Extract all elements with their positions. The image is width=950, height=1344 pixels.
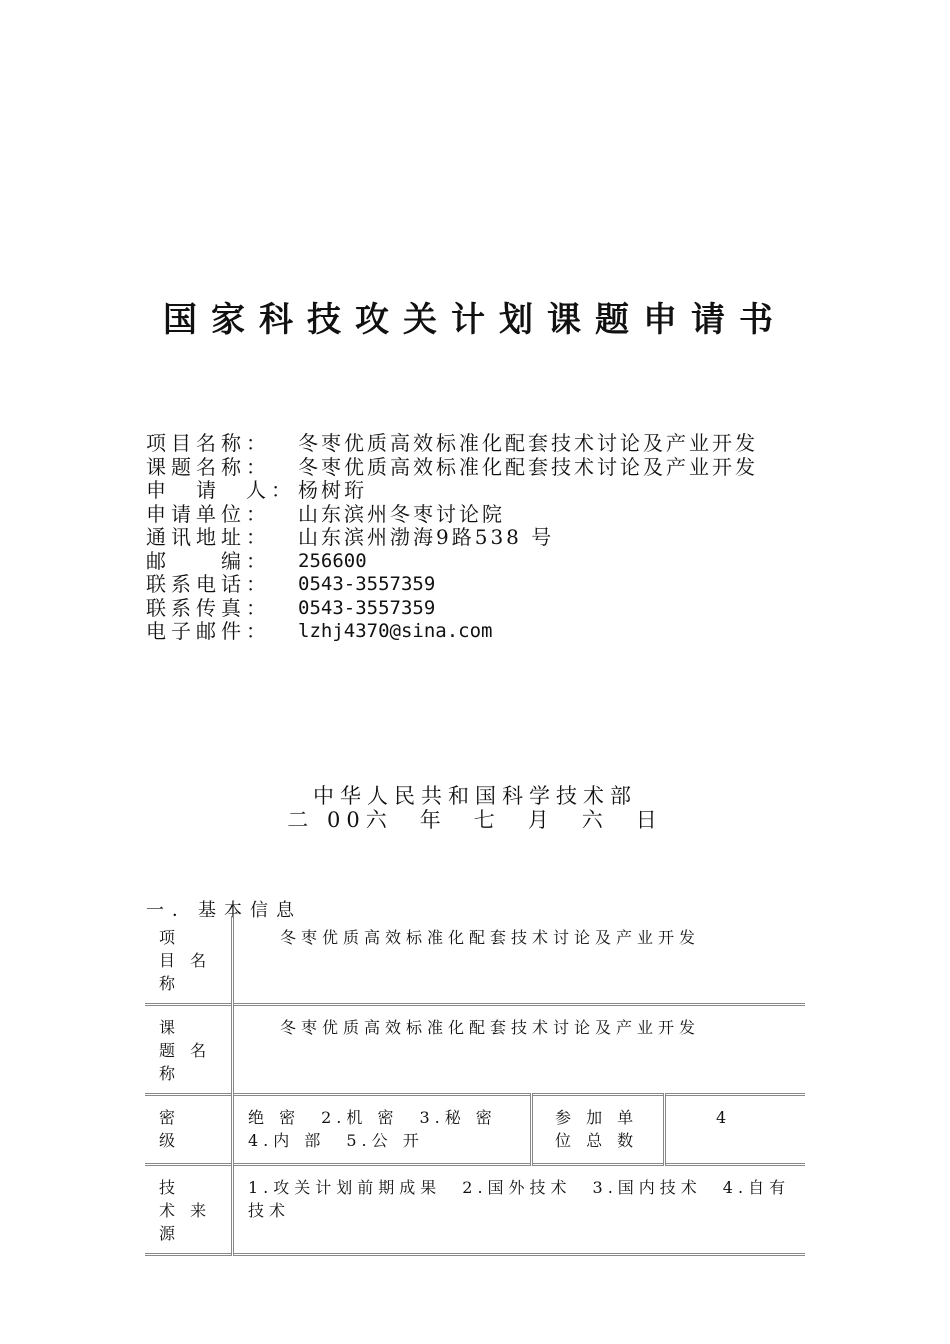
info-row-project — [146, 432, 796, 456]
info-label: 联系传真： — [146, 595, 271, 620]
table-row — [145, 1165, 805, 1255]
info-value: 杨树珩 — [298, 478, 367, 502]
info-row-applicant — [146, 479, 796, 503]
info-value: 0543-3557359 — [298, 596, 436, 619]
issuing-organization: 中华人民共和国科学技术部 — [313, 784, 637, 808]
participating-units-value: 4 — [716, 1108, 732, 1127]
info-value: 山东滨州冬枣讨论院 — [298, 501, 505, 526]
info-row-topic — [146, 456, 796, 480]
info-value: lzhj4370@sina.com — [298, 620, 493, 642]
section-heading: 一．基本信息 — [146, 900, 302, 921]
info-label: 项目名称： — [146, 431, 271, 455]
table-row — [145, 1005, 805, 1095]
participating-units-label: 参 加 单 位 总 数 — [532, 1095, 665, 1165]
info-label: 申请单位： — [146, 501, 271, 526]
info-row-phone — [146, 573, 796, 597]
info-label: 联系电话： — [146, 572, 271, 596]
basic-info-table — [145, 916, 805, 1256]
info-row-address — [146, 526, 796, 550]
info-value: 0543-3557359 — [298, 573, 436, 595]
info-row-email — [146, 620, 796, 644]
table-row — [145, 916, 805, 1005]
info-value: 山东滨州渤海9路538 号 — [298, 525, 555, 549]
info-label: 邮 编： — [146, 548, 271, 573]
topic-name-value: 冬枣优质高效标准化配套技术讨论及产业开发 — [280, 1018, 701, 1037]
info-label: 电子邮件： — [146, 619, 271, 643]
info-label: 通讯地址： — [146, 525, 271, 549]
info-label: 申 请 人： — [146, 478, 296, 502]
secret-level-value: 绝 密 2.机 密 3.秘 密 4.内 部 5.公 开 — [233, 1095, 532, 1165]
project-name-label: 项 目 名 称 — [145, 916, 233, 1005]
info-value: 冬枣优质高效标准化配套技术讨论及产业开发 — [298, 454, 758, 479]
table-row — [145, 1095, 805, 1165]
secret-level-label: 密 级 — [145, 1095, 233, 1165]
info-value: 冬枣优质高效标准化配套技术讨论及产业开发 — [298, 431, 758, 455]
info-row-unit — [146, 503, 796, 527]
tech-source-label: 技 术 来 源 — [145, 1165, 233, 1255]
project-name-value: 冬枣优质高效标准化配套技术讨论及产业开发 — [280, 928, 701, 947]
document-title: 国家科技攻关计划课题申请书 — [163, 300, 787, 340]
info-value: 256600 — [298, 549, 367, 572]
topic-name-label: 课 题 名 称 — [145, 1005, 233, 1095]
info-row-postcode — [146, 550, 796, 574]
info-label: 课题名称： — [146, 454, 271, 479]
info-row-fax — [146, 597, 796, 621]
applicant-info — [146, 432, 796, 644]
issue-date: 二 00六 年 七 月 六 日 — [287, 808, 663, 832]
tech-source-value: 1.攻关计划前期成果 2.国外技术 3.国内技术 4.自有技术 — [248, 1178, 791, 1220]
